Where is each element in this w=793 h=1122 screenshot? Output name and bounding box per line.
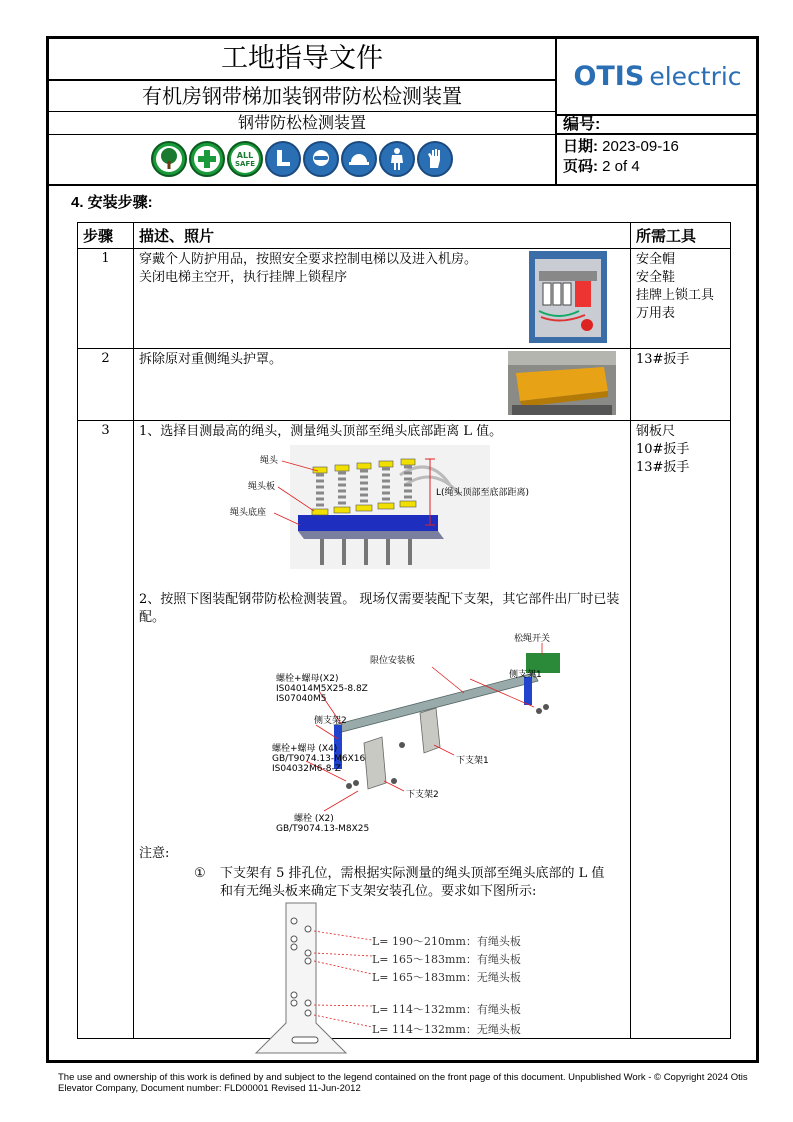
number-row	[557, 115, 758, 135]
rope-head-figure	[230, 445, 530, 569]
footer-legal: The use and ownership of this work is defined by and subject to the legend contained on the front page of this document. Unpublished Work - © Copyright 2024 Otis Elevator Company, Document number: FLD00001 Revised 11-Jun-2012	[58, 1072, 748, 1094]
header-right	[555, 39, 758, 184]
hole-callout-lines	[314, 903, 374, 1055]
tool-item: 安全帽	[636, 252, 676, 267]
number-label: 编号:	[563, 116, 601, 133]
coverall-icon	[379, 141, 415, 177]
hole-rule: L= 165～183mm：有绳头板	[372, 953, 521, 966]
table-header-row	[78, 223, 731, 249]
header-left	[49, 39, 555, 184]
step-number: 1	[78, 249, 134, 349]
page-label: 页码:	[563, 158, 598, 175]
logo-light-text: electric	[649, 62, 742, 91]
lower-bracket1-label: 下支架1	[456, 756, 489, 766]
desc-line: 1、选择目测最高的绳头，测量绳头顶部至绳头底部距离 L 值。	[139, 424, 503, 439]
note-label: 注意:	[139, 846, 170, 861]
step-number: 3	[78, 421, 134, 1039]
header-step: 步骤	[78, 223, 134, 249]
ppe-icons	[49, 135, 555, 183]
table-row	[78, 249, 731, 349]
tree-icon	[151, 141, 187, 177]
bolt-nut-x2-spec1: IS04014M5X25-8.8Z	[276, 684, 368, 694]
tool-item: 13#扳手	[636, 460, 690, 475]
bolt-nut-x2-label: 螺栓+螺母(X2)	[276, 674, 339, 684]
desc-line: 拆除原对重侧绳头护罩。	[139, 352, 283, 367]
assembly-figure	[234, 633, 554, 833]
all-safe-bottom-text: SAFE	[234, 160, 256, 168]
desc-line: 2、按照下图装配钢带防松检测装置。 现场仅需要装配下支架，其它部件出厂时已装配。	[139, 592, 620, 625]
tool-item: 挂牌上锁工具	[636, 288, 715, 303]
tool-item: 安全鞋	[636, 270, 676, 285]
lower-bracket2-label: 下支架2	[406, 790, 439, 800]
steps-table	[77, 222, 731, 1039]
table-row	[78, 349, 731, 421]
document-subtitle: 有机房钢带梯加装钢带防松检测装置	[49, 81, 555, 112]
document-subtitle2: 钢带防松检测装置	[49, 112, 555, 135]
logo-bold-text: OTIS	[573, 61, 645, 92]
bolt-nut-x4-spec2: IS04032M6-8-Z	[272, 764, 341, 774]
date-row	[557, 137, 758, 157]
section-title: 4. 安装步骤:	[71, 194, 153, 211]
bolt-x2-spec: GB/T9074.13-M8X25	[276, 824, 370, 834]
first-aid-icon	[189, 141, 225, 177]
rope-guard-photo	[508, 351, 616, 415]
hole-rule: L= 114～132mm：无绳头板	[372, 1023, 521, 1036]
hard-hat-icon	[341, 141, 377, 177]
note-text: 下支架有 5 排孔位，需根据实际测量的绳头顶部至绳头底部的 L 值	[220, 866, 605, 881]
note-text: 和有无绳头板来确定下支架安装孔位。要求如下图所示:	[220, 884, 537, 899]
bolt-nut-x4-label: 螺栓+螺母 (X4)	[272, 744, 338, 754]
step-description	[134, 349, 631, 421]
bolt-x2-label: 螺栓 (X2)	[294, 814, 334, 824]
page-value: 2 of 4	[602, 158, 640, 175]
rope-plate-label: 绳头板	[248, 482, 276, 492]
header-divider	[49, 184, 756, 186]
hole-rule: L= 114～132mm：有绳头板	[372, 1003, 521, 1016]
rope-head-label: 绳头	[260, 456, 279, 466]
all-safe-top-text: ALL	[236, 151, 254, 160]
desc-line: 关闭电梯主空开，执行挂牌上锁程序	[139, 270, 348, 285]
tool-item: 万用表	[636, 306, 676, 321]
header-tools: 所需工具	[631, 223, 731, 249]
step-description	[134, 249, 631, 349]
bolt-nut-x4-spec1: GB/T9074.13-M6X16	[272, 754, 366, 764]
document-frame	[46, 36, 759, 1063]
side-bracket1-label: 侧支架1	[509, 670, 542, 680]
document-title: 工地指导文件	[49, 39, 555, 81]
step-description	[134, 421, 631, 1039]
tools-cell	[631, 349, 731, 421]
bolt-nut-x2-spec2: IS07040M5	[276, 694, 327, 704]
safety-glasses-icon	[303, 141, 339, 177]
slack-switch-label: 松绳开关	[514, 634, 551, 644]
tool-item: 钢板尺	[636, 424, 676, 439]
otis-logo	[557, 39, 758, 116]
header-desc: 描述、照片	[134, 223, 631, 249]
tools-cell	[631, 249, 731, 349]
step-number: 2	[78, 349, 134, 421]
date-value: 2023-09-16	[602, 138, 679, 155]
table-row	[78, 421, 731, 1039]
hole-rule: L= 190～210mm：有绳头板	[372, 935, 521, 948]
gloves-icon	[417, 141, 453, 177]
dim-l-label: L(绳头顶部至底部距离)	[436, 488, 530, 498]
all-safe-icon	[227, 141, 263, 177]
limit-plate-label: 限位安装板	[370, 656, 416, 666]
tool-item: 10#扳手	[636, 442, 690, 457]
hole-rule: L= 165～183mm：无绳头板	[372, 971, 521, 984]
tools-cell	[631, 421, 731, 1039]
tool-item: 13#扳手	[636, 352, 690, 367]
rope-base-label: 绳头底座	[230, 508, 267, 518]
safety-boots-icon	[265, 141, 301, 177]
note-marker: ①	[194, 866, 206, 881]
electrical-panel-photo	[529, 251, 607, 343]
side-bracket2-label: 侧支架2	[314, 716, 347, 726]
desc-line: 穿戴个人防护用品，按照安全要求控制电梯以及进入机房。	[139, 252, 478, 267]
page-row	[557, 157, 758, 177]
date-label: 日期:	[563, 138, 598, 155]
